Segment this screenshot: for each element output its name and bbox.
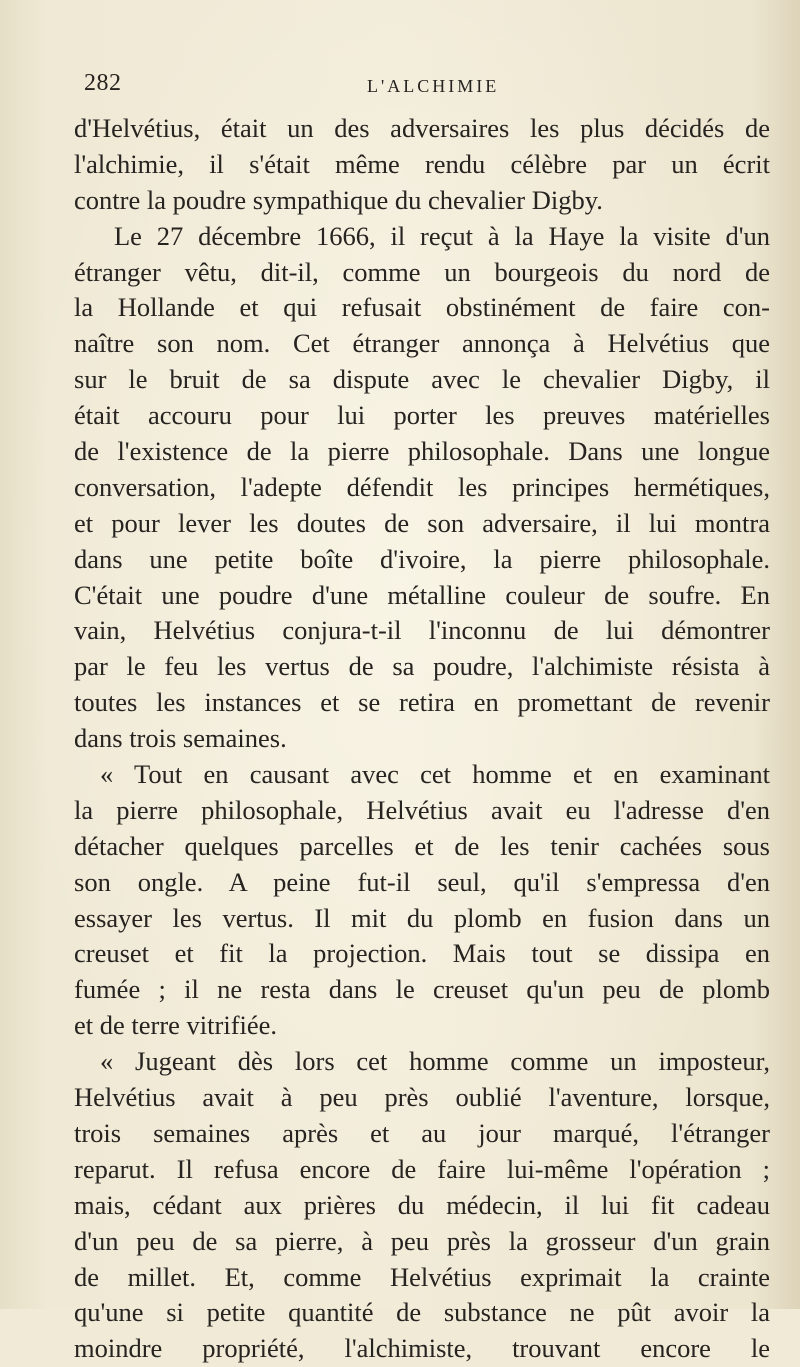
text-line: reparut. Il refusa encore de faire lui-même l'opération ; xyxy=(74,1153,770,1184)
text-line: contre la poudre sympathique du chevalier Digby. xyxy=(74,184,603,215)
page-header xyxy=(84,70,774,110)
text-line: vain, Helvétius conjura-t-il l'inconnu de lui démontrer xyxy=(74,615,770,646)
text-line: étranger vêtu, dit-il, comme un bourgeois du nord de xyxy=(74,256,770,287)
text-line: dans une petite boîte d'ivoire, la pierre philosophale. xyxy=(74,543,770,574)
running-title: L'ALCHIMIE xyxy=(367,76,500,96)
text-line: était accouru pour lui porter les preuves matérielles xyxy=(74,400,770,431)
text-line: « Jugeant dès lors cet homme comme un imposteur, xyxy=(100,1046,770,1077)
text-line: la pierre philosophale, Helvétius avait eu l'adresse d'en xyxy=(74,794,770,825)
text-line: trois semaines après et au jour marqué, l'étranger xyxy=(74,1117,770,1148)
text-line: Helvétius avait à peu près oublié l'aventure, lorsque, xyxy=(74,1082,770,1113)
text-line: mais, cédant aux prières du médecin, il lui fit cadeau xyxy=(74,1189,770,1220)
text-line: détacher quelques parcelles et de les tenir cachées sous xyxy=(74,830,770,861)
text-line: creuset et fit la projection. Mais tout se dissipa en xyxy=(74,938,770,969)
text-line: « Tout en causant avec cet homme et en examinant xyxy=(100,759,770,790)
text-line: de millet. Et, comme Helvétius exprimait la crainte xyxy=(74,1261,770,1292)
text-line: d'un peu de sa pierre, à peu près la grosseur d'un grain xyxy=(74,1225,770,1256)
text-line: l'alchimie, il s'était même rendu célèbre par un écrit xyxy=(74,148,770,179)
text-line: la Hollande et qui refusait obstinément de faire con- xyxy=(74,292,770,323)
text-line: Le 27 décembre 1666, il reçut à la Haye la visite d'un xyxy=(114,220,770,251)
text-line: essayer les vertus. Il mit du plomb en fusion dans un xyxy=(74,902,770,933)
page-number: 282 xyxy=(84,70,122,96)
text-line: fumée ; il ne resta dans le creuset qu'un peu de plomb xyxy=(74,974,770,1005)
text-line: par le feu les vertus de sa poudre, l'alchimiste résista à xyxy=(74,651,770,682)
text-line: conversation, l'adepte défendit les principes hermétiques, xyxy=(74,471,770,502)
text-line: moindre propriété, l'alchimiste, trouvant encore le xyxy=(74,1333,770,1364)
text-line: d'Helvétius, était un des adversaires les plus décidés de xyxy=(74,113,770,143)
text-line: naître son nom. Cet étranger annonça à Helvétius que xyxy=(74,328,770,359)
text-line: C'était une poudre d'une métalline couleur de soufre. En xyxy=(74,579,770,610)
text-line: toutes les instances et se retira en promettant de revenir xyxy=(74,687,770,718)
text-line: dans trois semaines. xyxy=(74,723,287,754)
body-text xyxy=(74,111,770,1367)
text-line: sur le bruit de sa dispute avec le chevalier Digby, il xyxy=(74,364,770,395)
text-line: de l'existence de la pierre philosophale. Dans une longue xyxy=(74,436,770,467)
text-line: qu'une si petite quantité de substance ne pût avoir la xyxy=(74,1297,770,1328)
text-line: son ongle. A peine fut-il seul, qu'il s'empressa d'en xyxy=(74,866,770,897)
text-line: et de terre vitrifiée. xyxy=(74,1010,278,1041)
text-line: et pour lever les doutes de son adversaire, il lui montra xyxy=(74,507,770,538)
